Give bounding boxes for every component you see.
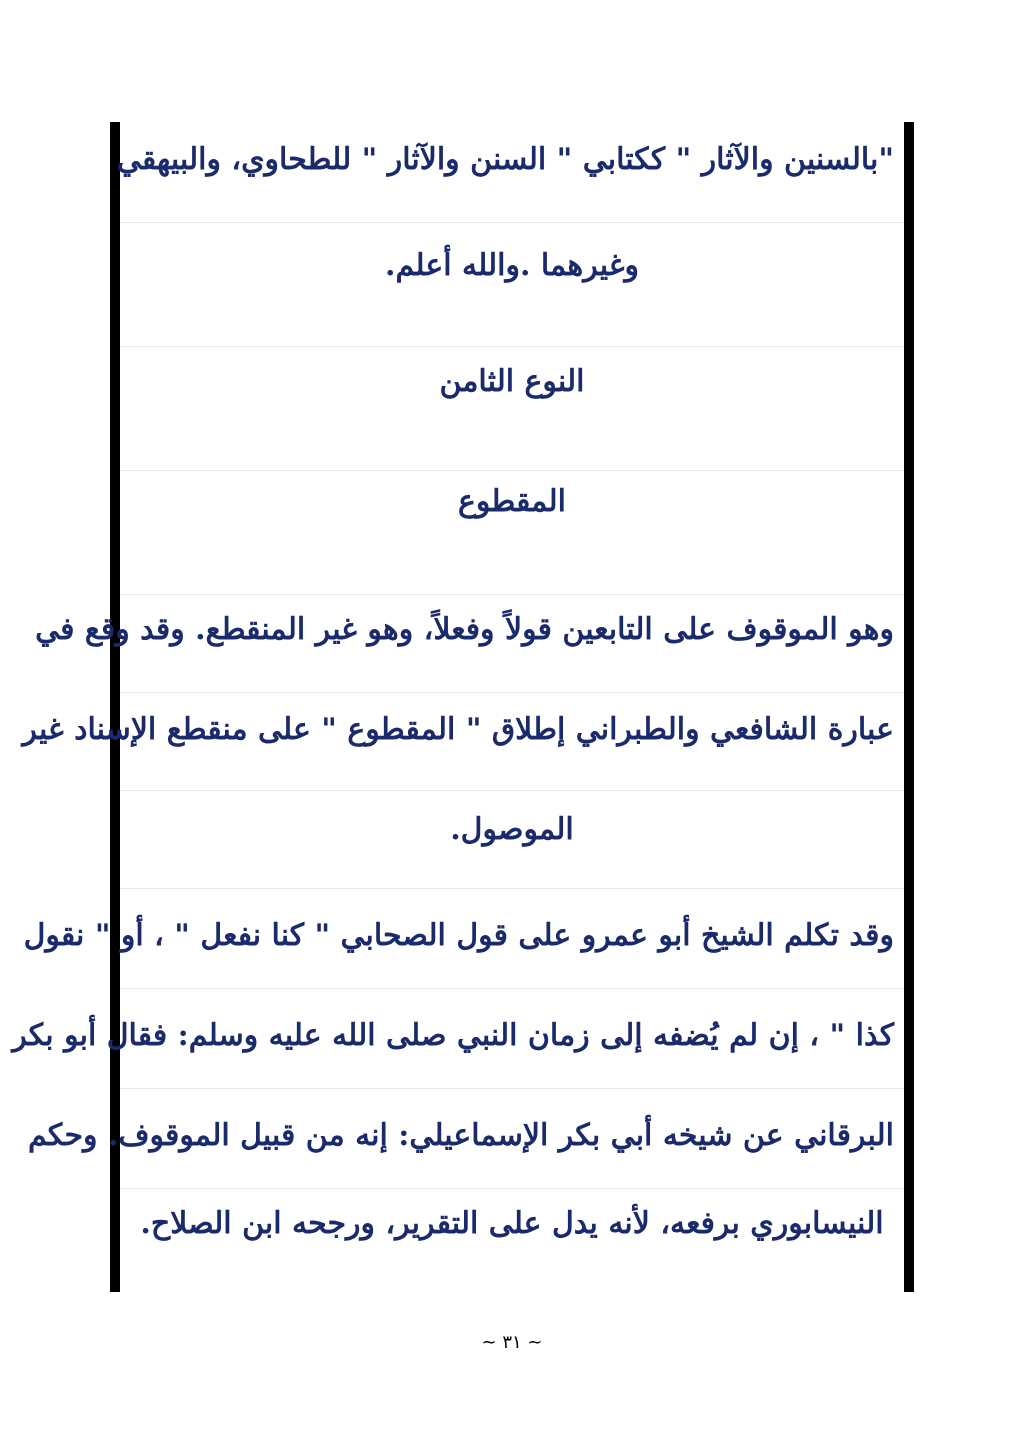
ruled-line <box>120 470 904 471</box>
page-frame <box>12 122 914 1292</box>
section-title: المقطوع <box>457 484 566 519</box>
ruled-line <box>120 988 904 989</box>
text-line-6: عبارة الشافعي والطبراني إطلاق " المقطوع " على منقطع الإسناد غير <box>22 712 894 747</box>
page-number: ~ ٣١ ~ <box>481 1332 543 1353</box>
ruled-line <box>120 692 904 693</box>
section-heading: النوع الثامن <box>439 364 585 399</box>
text-line-9: كذا " ، إن لم يُضفه إلى زمان النبي صلى الله عليه وسلم: فقال أبو بكر <box>12 1018 894 1053</box>
frame-border-right <box>904 122 914 1292</box>
text-line-11: النيسابوري برفعه، لأنه يدل على التقرير، ورجحه ابن الصلاح. <box>140 1206 884 1241</box>
text-line-2: وغيرهما .والله أعلم. <box>385 248 639 283</box>
text-line-5: وهو الموقوف على التابعين قولاً وفعلاً، وهو غير المنقطع. وقد وقع في <box>35 612 894 647</box>
ruled-line <box>120 1188 904 1189</box>
text-line-10: البرقاني عن شيخه أبي بكر الإسماعيلي: إنه من قبيل الموقوف. وحكم <box>27 1118 894 1153</box>
ruled-line <box>120 346 904 347</box>
text-line-8: وقد تكلم الشيخ أبو عمرو على قول الصحابي " كنا نفعل " ، أو " نقول <box>23 918 894 953</box>
text-line-1: "بالسنين والآثار " ككتابي " السنن والآثار " للطحاوي، والبيهقي <box>116 142 894 177</box>
ruled-line <box>120 1088 904 1089</box>
text-line-7: الموصول. <box>450 812 574 847</box>
ruled-line <box>120 222 904 223</box>
ruled-line <box>120 888 904 889</box>
ruled-line <box>120 594 904 595</box>
ruled-line <box>120 790 904 791</box>
